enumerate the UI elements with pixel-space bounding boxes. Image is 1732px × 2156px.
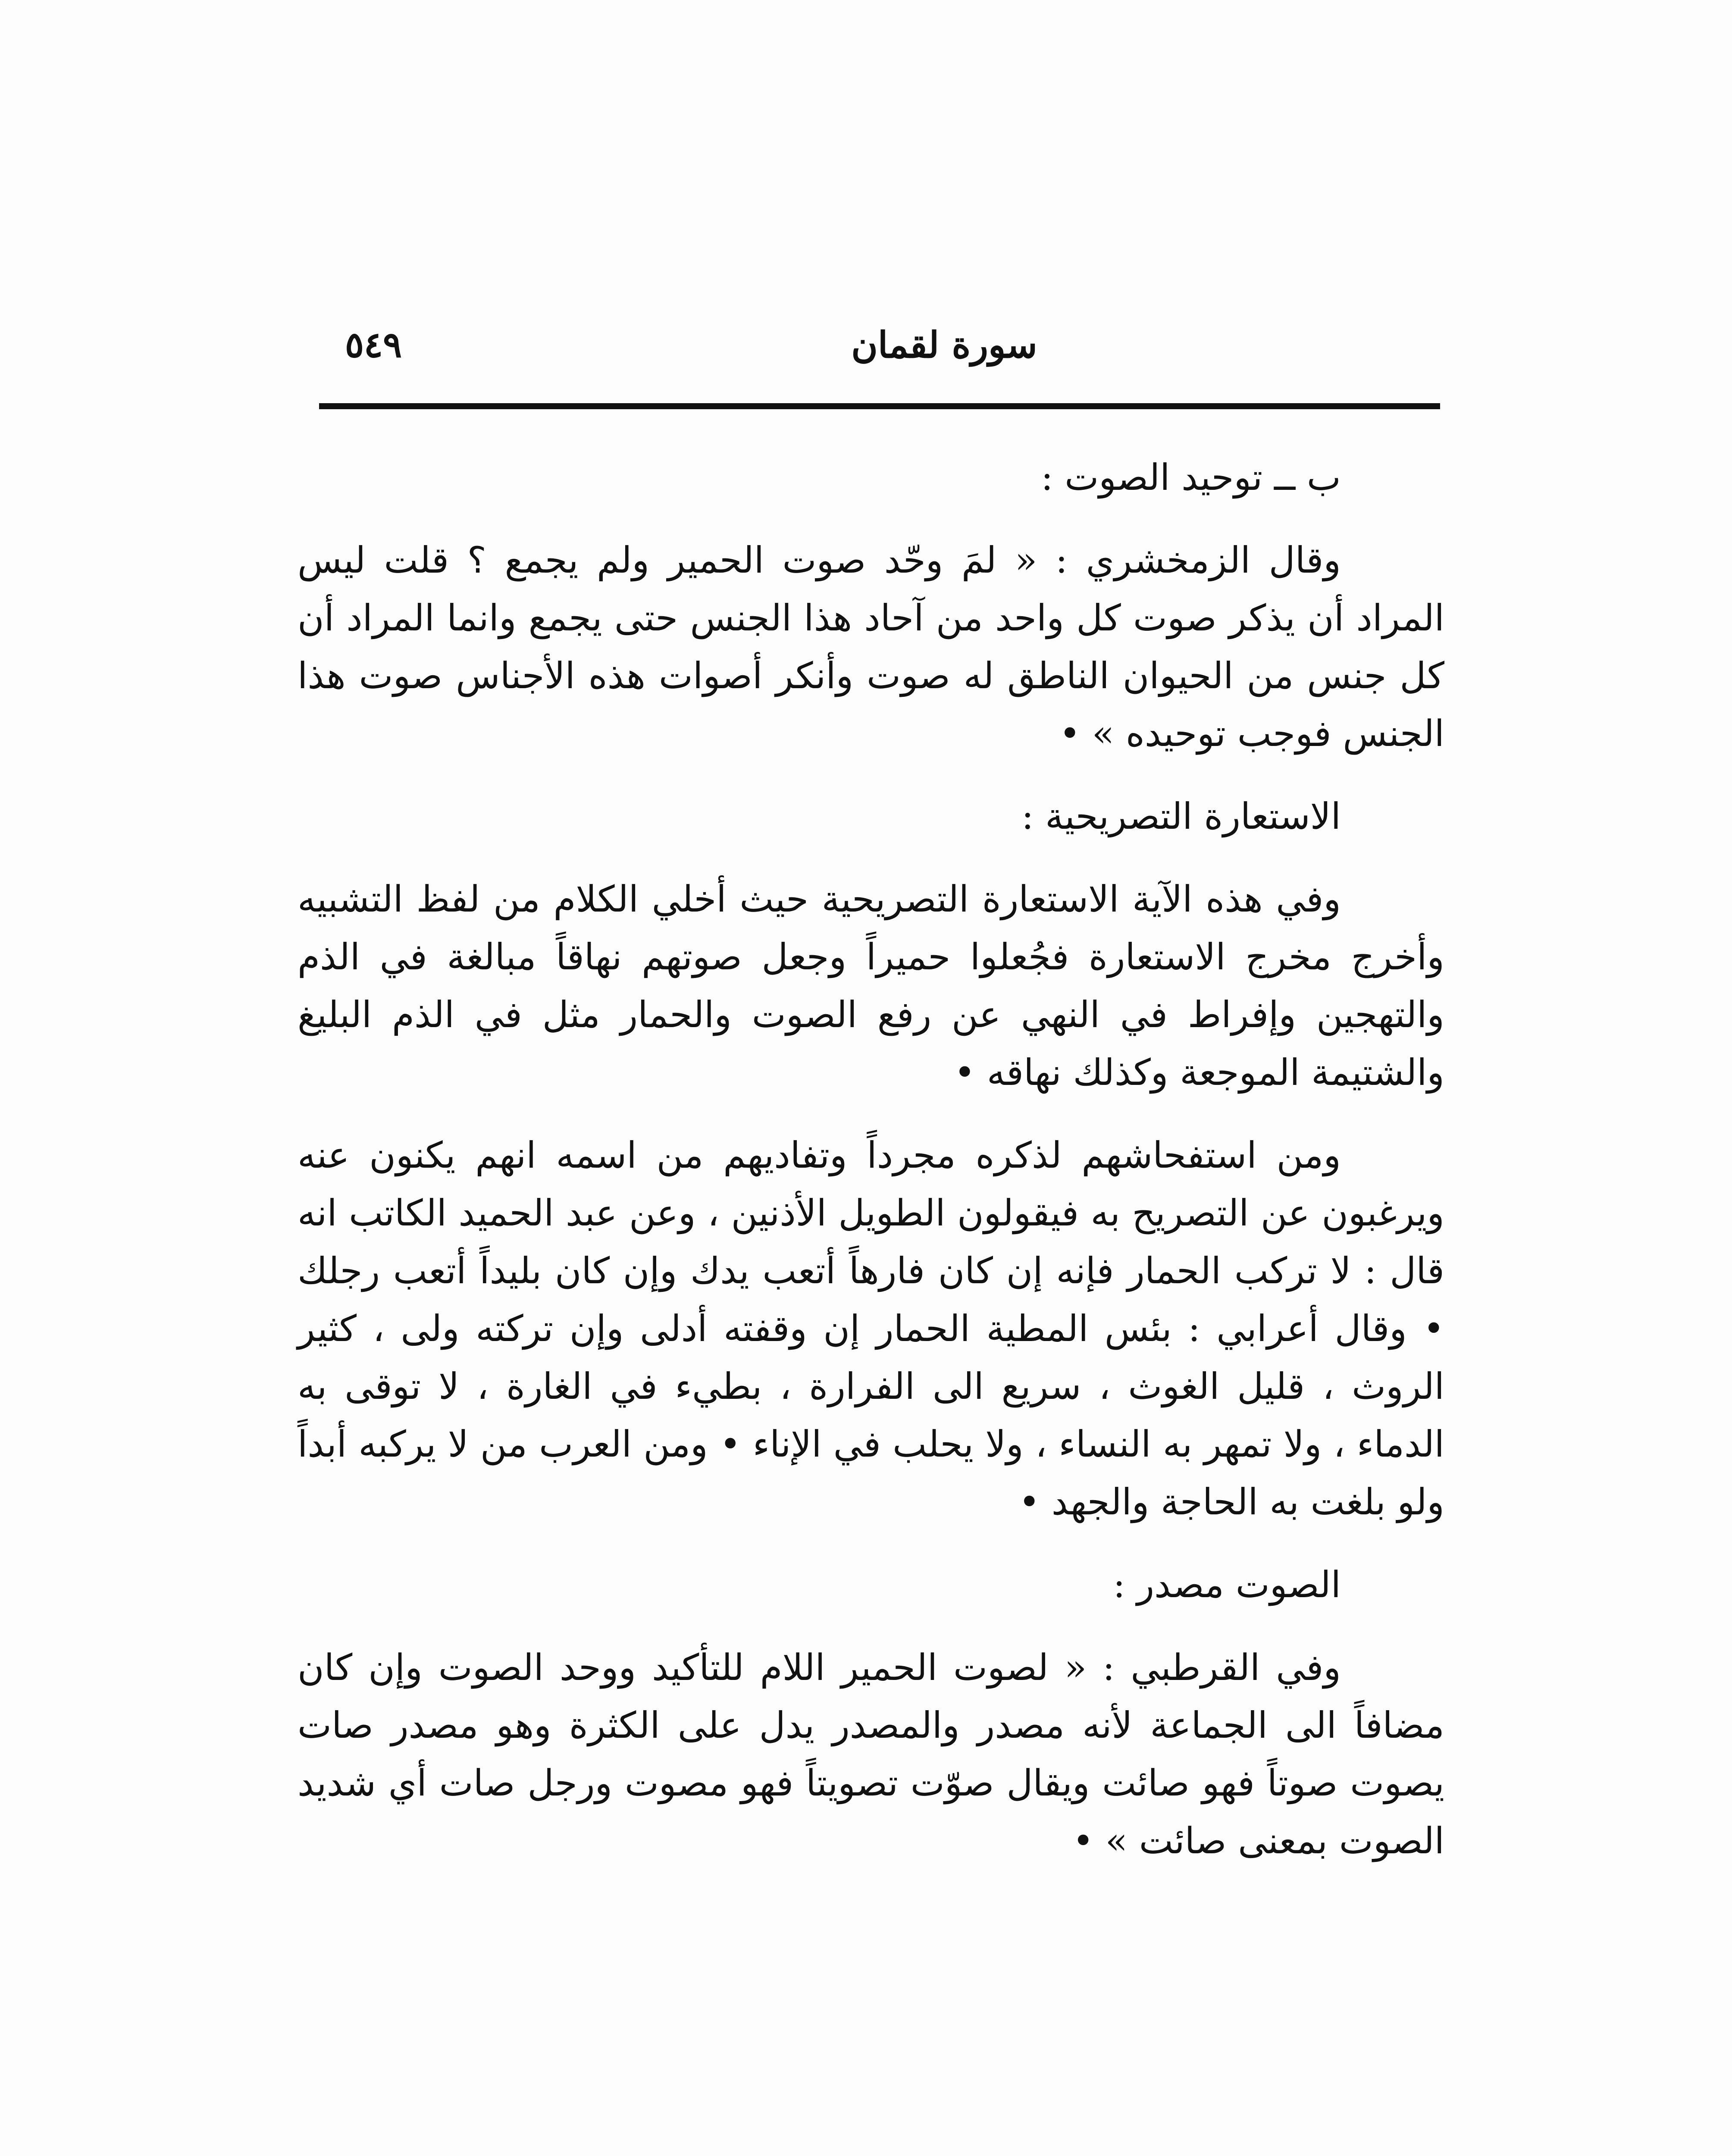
- section-heading-explicit-metaphor: الاستعارة التصريحية :: [1021, 795, 1341, 837]
- paragraph-zamakhshari: وقال الزمخشري : « لمَ وحّد صوت الحمير ولم يجمع ؟ قلت ليس المراد أن يذكر صوت كل واحد من آحاد هذا الجنس حتى يجمع وانما المراد أن كل جنس من الحيوان الناطق له صوت وأنكر أصوات هذه الأجناس صوت هذا الجنس فوجب توحيده » •: [298, 539, 1444, 755]
- paragraph-metaphor: وفي هذه الآية الاستعارة التصريحية حيث أخلي الكلام من لفظ التشبيه وأخرج مخرج الاستعارة فجُعلوا حميراً وجعل صوتهم نهاقاً مبالغة في الذم والتهجين وإفراط في النهي عن رفع الصوت والحمار مثل في الذم البليغ والشتيمة الموجعة وكذلك نهاقه •: [298, 878, 1444, 1094]
- page-header: [319, 319, 1440, 371]
- spacer: [298, 762, 1444, 787]
- spacer: [298, 1531, 1444, 1556]
- section-heading-unifying-sound: ب ــ توحيد الصوت :: [1041, 456, 1341, 498]
- header-divider: [319, 403, 1440, 409]
- spacer: [298, 1614, 1444, 1639]
- paragraph-donkey-sayings: ومن استفحاشهم لذكره مجرداً وتفاديهم من اسمه انهم يكنون عنه ويرغبون عن التصريح به فيقولون الطويل الأذنين ، وعن عبد الحميد الكاتب انه قال : لا تركب الحمار فإنه إن كان فارهاً أتعب يدك وإن كان بليداً أتعب رجلك • وقال أعرابي : بئس المطية الحمار إن وقفته أدلى وإن تركته ولى ، كثير الروث ، قليل الغوث ، سريع الى الفرارة ، بطيء في الغارة ، لا توقى به الدماء ، ولا تمهر به النساء ، ولا يحلب في الإناء • ومن العرب من لا يركبه أبداً ولو بلغت به الحاجة والجهد •: [298, 1134, 1444, 1523]
- section-heading-sound-as-verbal-noun: الصوت مصدر :: [1113, 1564, 1341, 1606]
- spacer: [298, 506, 1444, 531]
- page-title: سورة لقمان: [851, 323, 1037, 366]
- page-body: [298, 448, 1444, 1870]
- paragraph-qurtubi: وفي القرطبي : « لصوت الحمير اللام للتأكيد ووحد الصوت وإن كان مضافاً الى الجماعة لأنه مصدر والمصدر يدل على الكثرة وهو مصدر صات يصوت صوتاً فهو صائت ويقال صوّت تصويتاً فهو مصوت ورجل صات أي شديد الصوت بمعنى صائت » •: [298, 1646, 1444, 1862]
- page-number: ٥٤٩: [345, 324, 402, 366]
- spacer: [298, 845, 1444, 870]
- spacer: [298, 1101, 1444, 1126]
